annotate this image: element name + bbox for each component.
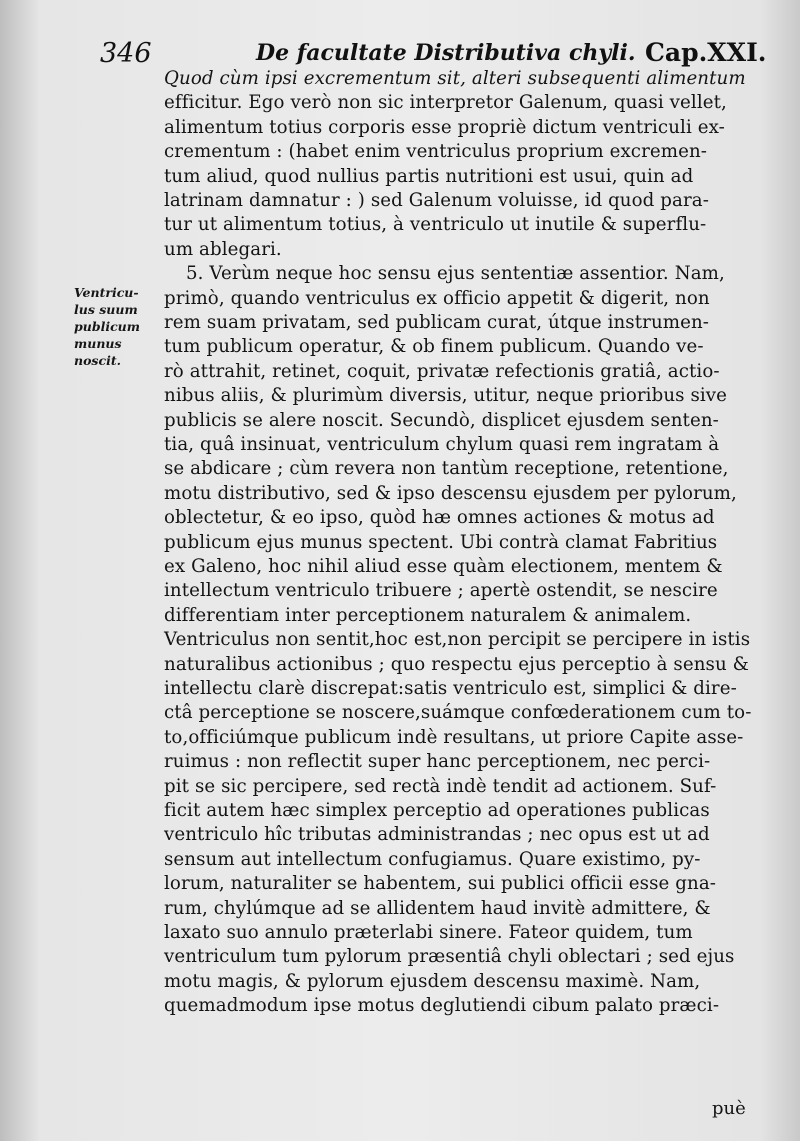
text-line: motu distributivo, sed & ipso descensu ejusdem per pylorum, [164,482,737,504]
text-line: rem suam privatam, sed publicam curat, útque instrumen- [164,312,710,333]
text-line: tum publicum operatur, & ob finem publicum. Quando ve- [164,336,704,358]
text-line: ventriculo hîc tributas administrandas ; nec opus est ut ad [164,824,710,846]
text-line: crementum : (habet enim ventriculus proprium excremen- [164,141,708,163]
text-line: Ventriculus non sentit,hoc est,non percipit se percipere in istis [164,629,751,651]
page-number: 346 [100,38,152,69]
text-line: primò, quando ventriculus ex officio appetit & digerit, non [164,287,710,309]
text-line: sensum aut intellectum confugiamus. Quare existimo, py- [164,848,701,870]
text-line: pit se sic percipere, sed rectà indè tendit ad actionem. Suf- [164,775,717,797]
margin-note-line: lus suum [74,302,138,317]
text-line: rum, chylúmque ad se allidentem haud invitè admittere, & [164,897,711,919]
text-line: ruimus : non reflectit super hanc perceptionem, nec perci- [164,751,711,773]
text-line: rò attrahit, retinet, coquit, privatæ refectionis gratiâ, actio- [164,360,720,382]
text-line: ventriculum tum pylorum præsentiâ chyli oblectari ; sed ejus [164,946,735,968]
text-line: nibus aliis, & plurimùm diversis, utitur, neque prioribus sive [164,385,728,407]
text-line: intellectum ventriculo tribuere ; apertè ostendit, se nescire [164,580,718,602]
text-line: lorum, naturaliter se habentem, sui publici officii esse gna- [164,873,717,895]
margin-note-line: noscit. [74,353,121,368]
text-line: quemadmodum ipse motus deglutiendi cibum palato præci- [164,995,720,1017]
text-line: ctâ perceptione se noscere,suámque confœderationem cum to- [164,702,752,724]
text-line: motu magis, & pylorum ejusdem descensu maximè. Nam, [164,970,701,992]
text-line: oblectetur, & eo ipso, quòd hæ omnes actiones & motus ad [164,507,715,529]
text-line: efficitur. Ego verò non sic interpretor Galenum, quasi vellet, [164,92,727,114]
text-line: naturalibus actionibus ; quo respectu ejus perceptio à sensu & [164,653,749,675]
text-line: Quod cùm ipsi excrementum sit, alteri subsequenti alimentum [164,68,746,89]
margin-note-line: publicum [74,319,140,334]
catchword: puè [712,1098,746,1119]
text-line: ficit autem hæc simplex perceptio ad operationes publicas [164,800,710,821]
text-line: tia, quâ insinuat, ventriculum chylum quasi rem ingratam à [164,434,720,455]
text-line: alimentum totius corporis esse propriè dictum ventriculi ex- [164,116,725,138]
text-line: se abdicare ; cùm revera non tantùm receptione, retentione, [164,458,729,480]
margin-note-line: munus [74,336,122,351]
text-line: laxato suo annulo præterlabi sinere. Fateor quidem, tum [164,922,693,943]
text-line: differentiam inter perceptionem naturalem & animalem. [164,604,692,626]
text-line: intellectu clarè discrepat:satis ventriculo est, simplici & dire- [164,678,737,699]
text-line: ex Galeno, hoc nihil aliud esse quàm electionem, mentem & [164,556,723,577]
text-line: um ablegari. [164,238,282,260]
running-title: De facultate Distributiva chyli. [256,40,636,66]
text-line: publicis se alere noscit. Secundò, displicet ejusdem senten- [164,409,719,431]
text-line: latrinam damnatur : ) sed Galenum voluisse, id quod para- [164,190,709,211]
text-line: publicum ejus munus spectent. Ubi contrà clamat Fabritius [164,531,718,553]
text-line: tum aliud, quod nullius partis nutritioni est usui, quin ad [164,165,694,187]
text-line: tur ut alimentum totius, à ventriculo ut inutile & superflu- [164,214,707,236]
text-line: to,officiúmque publicum indè resultans, ut priore Capite asse- [164,726,744,748]
text-line: 5. Verùm neque hoc sensu ejus sententiæ assentior. Nam, [186,263,725,285]
chapter-label: Cap.XXI. [645,38,767,67]
margin-note-line: Ventricu- [74,285,139,300]
